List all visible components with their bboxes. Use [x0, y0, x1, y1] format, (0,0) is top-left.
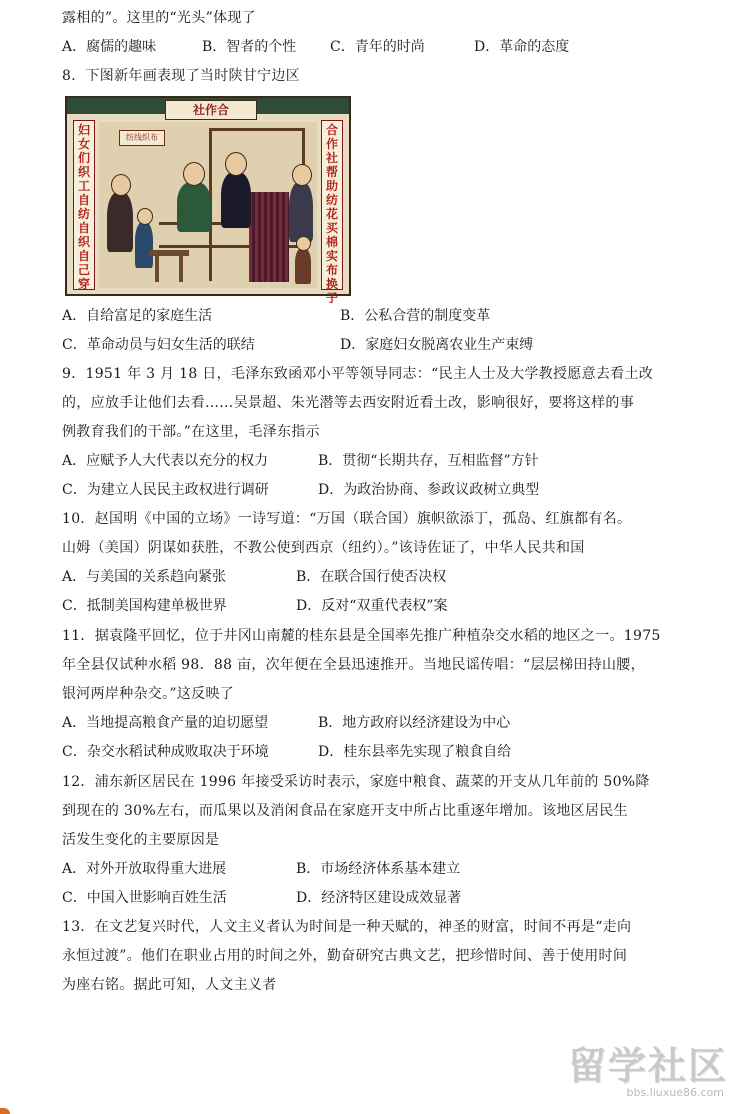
- q9-option-a: A．应赋予人大代表以充分的权力: [62, 453, 269, 469]
- q10-stem-line: 山姆（美国）阴谋如获胜，不教公使到西京（纽约）。”该诗佐证了，中华人民共和国: [62, 540, 585, 556]
- child-head-icon: [137, 208, 153, 225]
- site-watermark: [568, 1046, 728, 1100]
- q12-stem-line: 活发生变化的主要原因是: [62, 832, 220, 848]
- stool-leg-icon: [155, 256, 159, 282]
- corner-mark-icon: [0, 1108, 10, 1114]
- weaver-figure-icon: [177, 182, 211, 232]
- q13-stem-line: 永恒过渡”。他们在职业占用的时间之外，勤奋研究古典文艺，把珍惜时间、善于使用时间: [62, 948, 628, 964]
- elder-figure-icon: [289, 182, 313, 242]
- painting-right-couplet: 合作社帮助纺花买棉实布换子: [321, 120, 343, 290]
- q7-stem-tail: 露相的”。这里的“光头”体现了: [62, 10, 256, 26]
- q9-option-c: C．为建立人民民主政权进行调研: [62, 482, 269, 498]
- woman-figure-icon: [107, 192, 133, 252]
- q10-option-a: A．与美国的关系趋向紧张: [62, 569, 227, 585]
- q7-option-b: B．智者的个性: [202, 39, 297, 55]
- q8-option-c: C．革命动员与妇女生活的联结: [62, 337, 255, 353]
- man-head-icon: [225, 152, 247, 176]
- q7-option-a: A．腐儒的趣味: [62, 39, 157, 55]
- q11-stem-line: 11．据袁隆平回忆，位于井冈山南麓的桂东县是全国率先推广种植杂交水稻的地区之一。1975: [62, 628, 661, 644]
- painting-left-couplet: 妇女们织工自纺自织自己穿: [73, 120, 95, 290]
- q8-option-a: A．自给富足的家庭生活: [62, 308, 213, 324]
- q12-stem-line: 12．浦东新区居民在 1996 年接受采访时表示，家庭中粮食、蔬菜的开支从几年前的 50%降: [62, 774, 650, 790]
- watermark-url: bbs.liuxue86.com: [626, 1086, 724, 1099]
- q12-option-b: B．市场经济体系基本建立: [296, 861, 461, 877]
- man-figure-icon: [221, 172, 251, 228]
- q10-option-c: C．抵制美国构建单极世界: [62, 598, 227, 614]
- q10-stem-line: 10．赵国明《中国的立场》一诗写道：“万国（联合国）旗帜欲添丁，孤岛、红旗都有名。: [62, 511, 632, 527]
- q9-option-d: D．为政治协商、参政议政树立典型: [318, 482, 540, 498]
- weaver-head-icon: [183, 162, 205, 186]
- q8-option-b: B．公私合营的制度变革: [340, 308, 491, 324]
- q9-stem-line: 9．1951 年 3 月 18 日，毛泽东致函邓小平等领导同志：“民主人士及大学教授愿意去看土改: [62, 366, 654, 382]
- q7-option-d: D．革命的态度: [474, 39, 570, 55]
- q10-option-b: B．在联合国行使否决权: [296, 569, 447, 585]
- small-child-figure-icon: [295, 248, 311, 284]
- q7-option-c: C．青年的时尚: [330, 39, 425, 55]
- q11-stem-line: 银河两岸种杂交。”这反映了: [62, 686, 235, 702]
- woman-head-icon: [111, 174, 131, 196]
- q13-stem-line: 为座右铭。据此可知，人文主义者: [62, 977, 277, 993]
- q12-option-c: C．中国入世影响百姓生活: [62, 890, 227, 906]
- q8-stem: 8．下图新年画表现了当时陕甘宁边区: [62, 68, 301, 84]
- q9-stem-line: 的，应放手让他们去看……吴景超、朱光潜等去西安附近看土改，影响很好，要将这样的事: [62, 395, 634, 411]
- woven-cloth-icon: [249, 192, 289, 282]
- child-figure-icon: [135, 222, 153, 268]
- q10-option-d: D．反对“双重代表权”案: [296, 598, 448, 614]
- q12-stem-line: 到现在的 30%左右，而瓜果以及消闲食品在家庭开支中所占比重逐年增加。该地区居民生: [62, 803, 628, 819]
- painting-sign: 纺线织布: [119, 130, 165, 146]
- painting-title: 社作合: [165, 100, 257, 120]
- q11-option-a: A．当地提高粮食产量的迫切愿望: [62, 715, 269, 731]
- new-year-painting: [65, 96, 351, 305]
- painting-scene: [99, 122, 317, 288]
- q8-option-d: D．家庭妇女脱离农业生产束缚: [340, 337, 534, 353]
- q11-option-b: B．地方政府以经济建设为中心: [318, 715, 511, 731]
- watermark-logo-text: 留学社区: [568, 1044, 729, 1088]
- q13-stem-line: 13．在文艺复兴时代，人文主义者认为时间是一种天赋的，神圣的财富，时间不再是“走向: [62, 919, 632, 935]
- q12-option-a: A．对外开放取得重大进展: [62, 861, 227, 877]
- q12-option-d: D．经济特区建设成效显著: [296, 890, 462, 906]
- q11-option-d: D．桂东县率先实现了粮食自给: [318, 744, 512, 760]
- q9-option-b: B．贯彻“长期共存，互相监督”方针: [318, 453, 539, 469]
- q11-option-c: C．杂交水稻试种成败取决于环境: [62, 744, 269, 760]
- elder-head-icon: [292, 164, 312, 186]
- small-child-head-icon: [296, 236, 311, 251]
- q11-stem-line: 年全县仅试种水稻 98．88 亩，次年便在全县迅速推开。当地民谣传唱：“层层梯田持山腰，: [62, 657, 645, 673]
- q9-stem-line: 例教育我们的干部。”在这里，毛泽东指示: [62, 424, 320, 440]
- stool-leg-icon: [179, 256, 183, 282]
